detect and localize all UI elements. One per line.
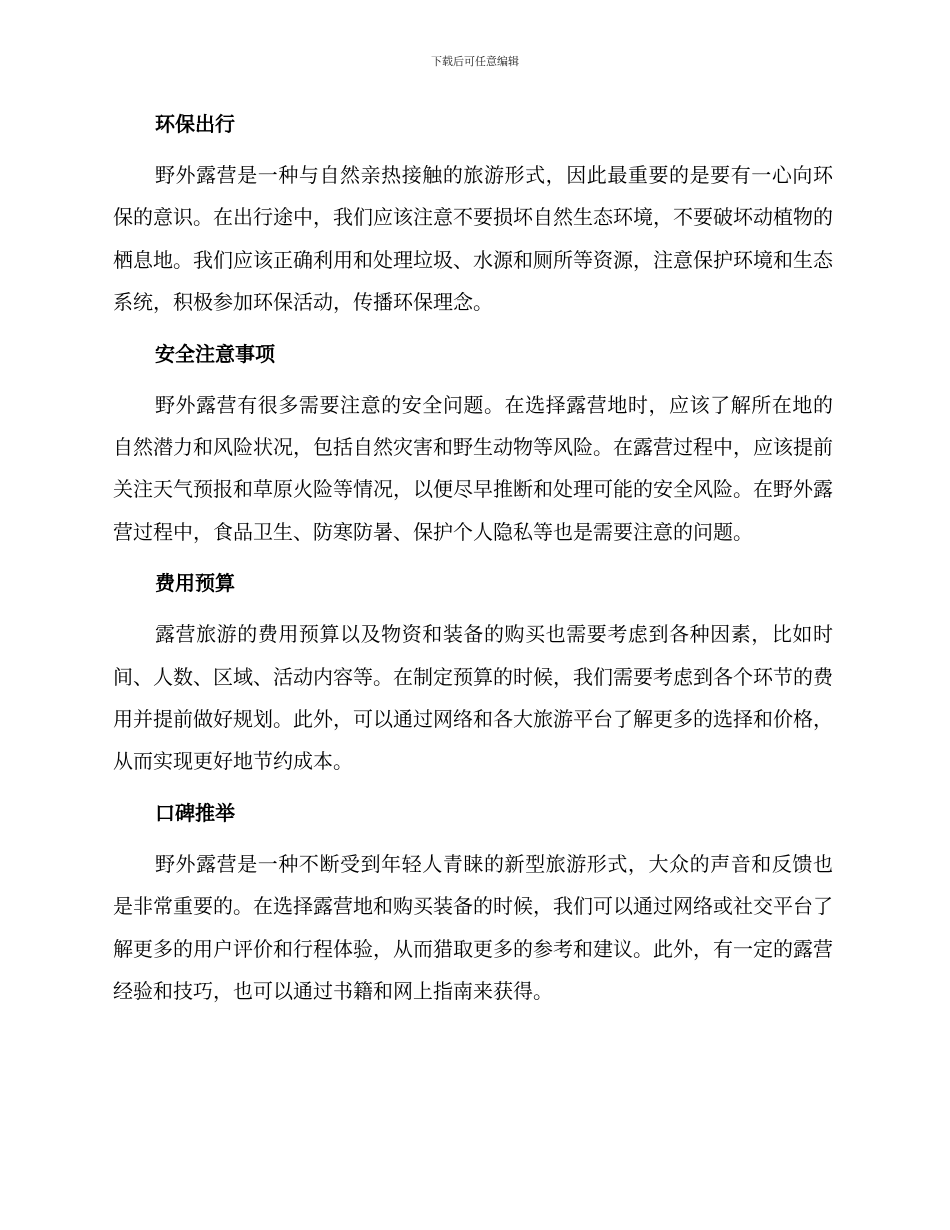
section-paragraph: 野外露营是一种与自然亲热接触的旅游形式，因此最重要的是要有一心向环保的意识。在出行途中，我们应该注意不要损坏自然生态环境，不要破坏动植物的栖息地。我们应该正确利用和处理垃圾、水源和厕所等资源，注意保护环境和生态系统，积极参加环保活动，传播环保理念。: [113, 163, 833, 315]
section-heading: 环保出行: [155, 112, 235, 136]
section-eco-travel: [113, 108, 833, 324]
section-heading: 费用预算: [155, 571, 235, 596]
section-paragraph: 野外露营是一种不断受到年轻人青睐的新型旅游形式，大众的声音和反馈也是非常重要的。在选择露营地和购买装备的时候，我们可以通过网络或社交平台了解更多的用户评价和行程体验，从而猎取更多的参考和建议。此外，有一定的露营经验和技巧，也可以通过书籍和网上指南来获得。: [113, 851, 833, 1004]
section-heading: 口碑推举: [155, 800, 235, 825]
section-safety: [113, 338, 833, 554]
section-paragraph: 露营旅游的费用预算以及物资和装备的购买也需要考虑到各种因素，比如时间、人数、区域、活动内容等。在制定预算的时候，我们需要考虑到各个环节的费用并提前做好规划。此外，可以通过网络和各大旅游平台了解更多的选择和价格，从而实现更好地节约成本。: [113, 622, 833, 774]
section-paragraph: 野外露营有很多需要注意的安全问题。在选择露营地时，应该了解所在地的自然潜力和风险状况，包括自然灾害和野生动物等风险。在露营过程中，应该提前关注天气预报和草原火险等情况，以便尽早推断和处理可能的安全风险。在野外露营过程中，食品卫生、防寒防暑、保护个人隐私等也是需要注意的问题。: [113, 392, 833, 544]
document-body: [113, 108, 833, 1027]
section-budget: [113, 567, 833, 783]
page-header: 下载后可任意编辑: [431, 55, 519, 68]
section-reputation: [113, 797, 833, 1013]
section-heading: 安全注意事项: [155, 341, 275, 366]
